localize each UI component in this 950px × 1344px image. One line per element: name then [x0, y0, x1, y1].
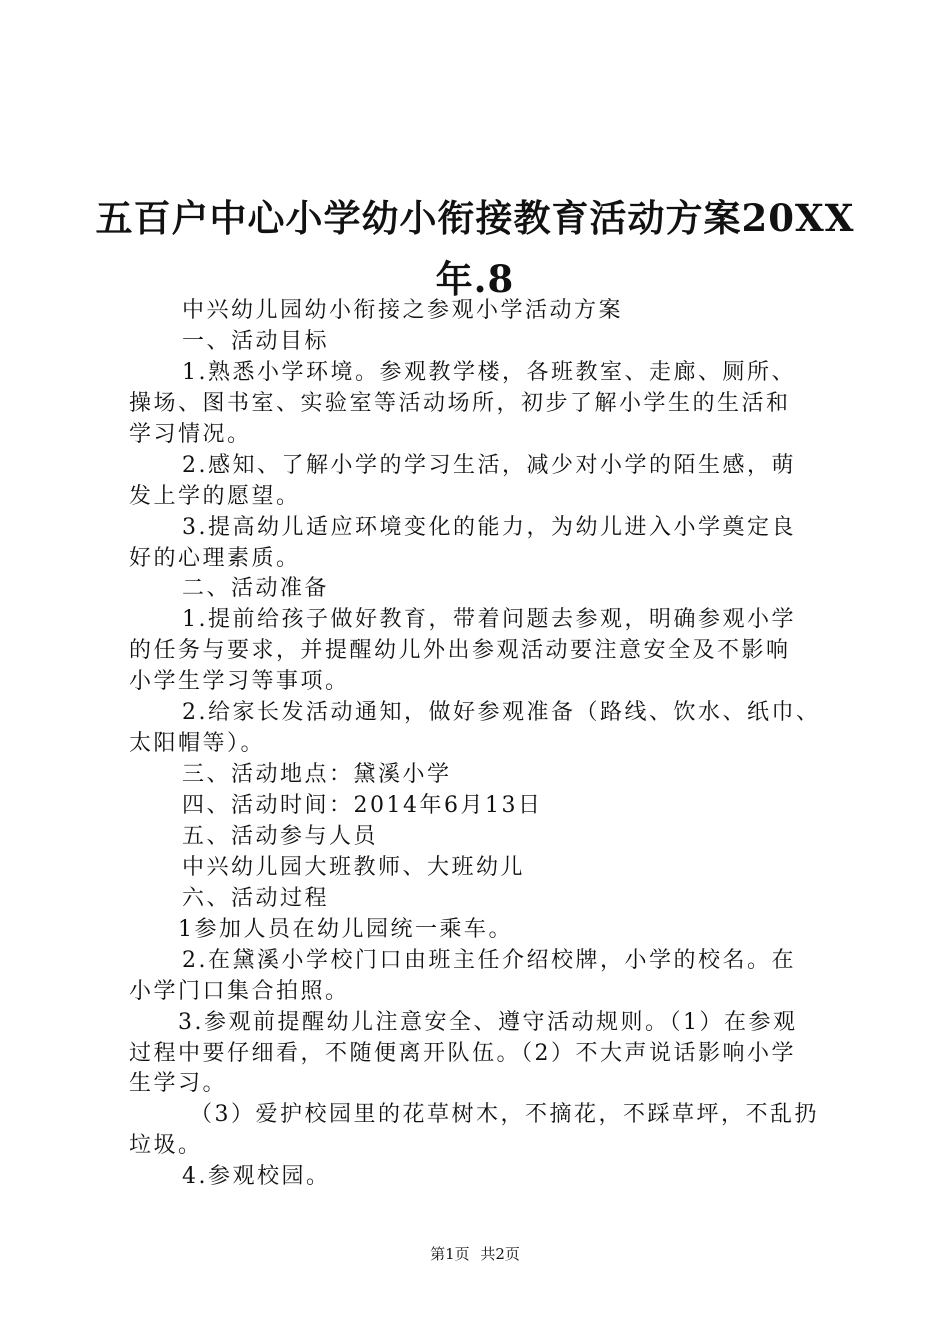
paragraph-line: 3.参观前提醒幼儿注意安全、遵守活动规则。（1）在参观 [178, 1009, 798, 1035]
page-total: 共2页 [480, 1245, 520, 1263]
section-heading-time: 四、活动时间：2014年6月13日 [182, 793, 543, 818]
subtitle-line: 中兴幼儿园幼小衔接之参观小学活动方案 [182, 298, 624, 323]
paragraph-line: 1.提前给孩子做好教育，带着问题去参观，明确参观小学 [182, 607, 796, 633]
paragraph-line: 小学生学习等事项。 [129, 669, 350, 695]
page-footer [0, 1243, 950, 1264]
paragraph-line: 学习情况。 [129, 421, 252, 447]
document-title-line-2: 年.8 [435, 257, 515, 301]
paragraph-line: 过程中要仔细看，不随便离开队伍。（2）不大声说话影响小学 [129, 1040, 796, 1066]
section-heading-participants: 五、活动参与人员 [182, 823, 379, 849]
paragraph-line: 小学门口集合拍照。 [129, 978, 350, 1004]
document-body [129, 296, 835, 1193]
paragraph-line: 垃圾。 [129, 1133, 203, 1159]
paragraph-line: 生学习。 [129, 1071, 228, 1097]
paragraph-line: 2.感知、了解小学的学习生活，减少对小学的陌生感，萌 [182, 452, 796, 478]
page-number: 第1页 [430, 1245, 470, 1263]
paragraph-line: 3.提高幼儿适应环境变化的能力，为幼儿进入小学奠定良 [182, 514, 796, 540]
section-heading-goals: 一、活动目标 [182, 328, 330, 354]
paragraph-line: 2.在黛溪小学校门口由班主任介绍校牌，小学的校名。在 [182, 947, 796, 973]
paragraph-line: 4.参观校园。 [182, 1164, 331, 1190]
paragraph-line: 发上学的愿望。 [129, 483, 301, 509]
section-heading-location: 三、活动地点：黛溪小学 [182, 762, 452, 788]
paragraph-line: 2.给家长发活动通知，做好参观准备（路线、饮水、纸巾、 [182, 700, 821, 726]
paragraph-line: 操场、图书室、实验室等活动场所，初步了解小学生的生活和 [129, 390, 791, 416]
document-title-line-1: 五百户中心小学幼小衔接教育活动方案20XX [95, 196, 855, 240]
paragraph-line: 1参加人员在幼儿园统一乘车。 [178, 916, 513, 942]
section-heading-preparation: 二、活动准备 [182, 576, 330, 602]
paragraph-line: 中兴幼儿园大班教师、大班幼儿 [182, 854, 526, 880]
paragraph-line: 太阳帽等）。 [129, 731, 266, 757]
paragraph-line: （3）爱护校园里的花草树木，不摘花，不踩草坪，不乱扔 [190, 1102, 819, 1128]
paragraph-line: 好的心理素质。 [129, 545, 301, 571]
paragraph-line: 的任务与要求，并提醒幼儿外出参观活动要注意安全及不影响 [129, 638, 791, 664]
section-heading-process: 六、活动过程 [182, 885, 330, 911]
paragraph-line: 1.熟悉小学环境。参观教学楼，各班教室、走廊、厕所、 [182, 359, 796, 385]
